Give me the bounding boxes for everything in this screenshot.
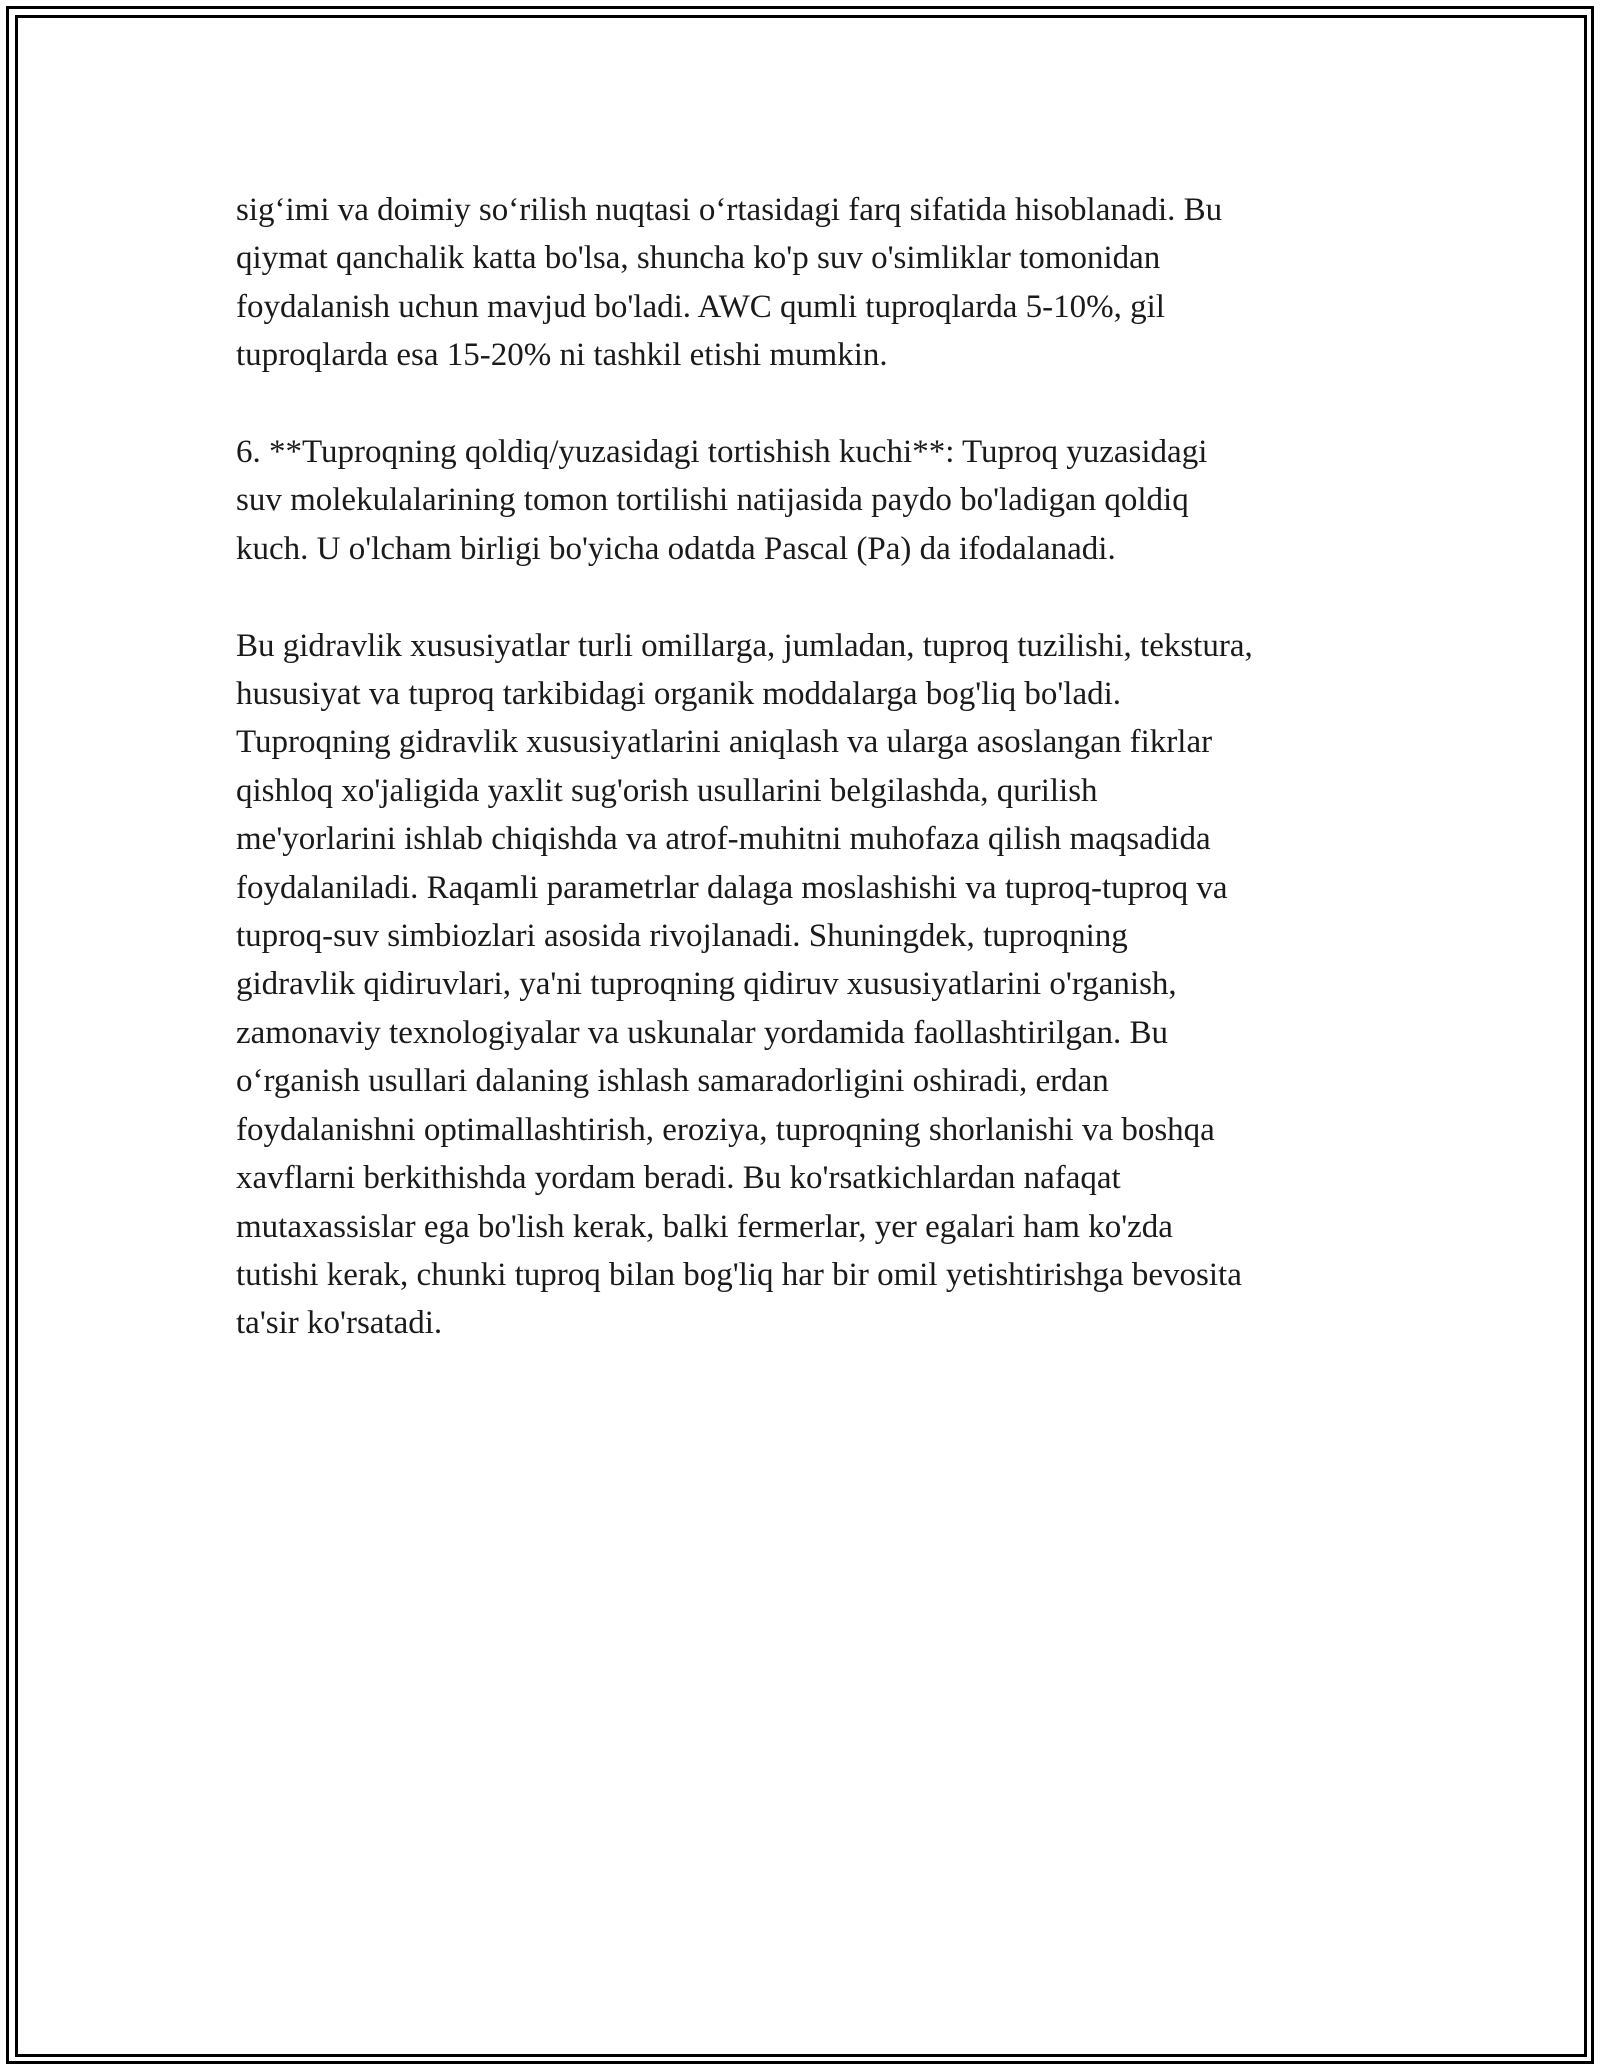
- text-line: xavflarni berkithishda yordam beradi. Bu ko'rsatkichlardan nafaqat: [236, 1160, 1121, 1197]
- text-line: foydalanish uchun mavjud bo'ladi. AWC qumli tuproqlarda 5-10%, gil: [236, 288, 1165, 325]
- text-line: o‘rganish usullari dalaning ishlash samaradorligini oshiradi, erdan: [236, 1063, 1109, 1100]
- text-line: tutishi kerak, chunki tuproq bilan bog'liq har bir omil yetishtirishga bevosita: [236, 1256, 1242, 1293]
- text-line: me'yorlarini ishlab chiqishda va atrof-muhitni muhofaza qilish maqsadida: [236, 821, 1211, 858]
- text-line: qishloq xo'jaligida yaxlit sug'orish usullarini belgilashda, qurilish: [236, 772, 1098, 809]
- text-line: zamonaviy texnologiyalar va uskunalar yordamida faollashtirilgan. Bu: [236, 1014, 1168, 1051]
- paragraph-awc: [236, 186, 1376, 380]
- text-line: ta'sir ko'rsatadi.: [236, 1305, 443, 1342]
- text-line: foydalanishni optimallashtirish, eroziya, tuproqning shorlanishi va boshqa: [236, 1111, 1215, 1148]
- text-line: Tuproqning gidravlik xususiyatlarini aniqlash va ularga asoslangan fikrlar: [236, 724, 1213, 761]
- text-line: tuproqlarda esa 15-20% ni tashkil etishi mumkin.: [236, 337, 888, 374]
- text-line: Bu gidravlik xususiyatlar turli omillarga, jumladan, tuproq tuzilishi, tekstura,: [236, 627, 1253, 664]
- paragraph-summary: [236, 622, 1376, 1348]
- text-line: qiymat qanchalik katta bo'lsa, shuncha ko'p suv o'simliklar tomonidan: [236, 240, 1161, 277]
- text-line: 6. **Tuproqning qoldiq/yuzasidagi tortishish kuchi**: Tuproq yuzasidagi: [236, 434, 1208, 471]
- text-line: sig‘imi va doimiy so‘rilish nuqtasi o‘rtasidagi farq sifatida hisoblanadi. Bu: [236, 192, 1223, 228]
- text-line: hususiyat va tuproq tarkibidagi organik moddalarga bog'liq bo'ladi.: [236, 676, 1122, 713]
- text-line: gidravlik qidiruvlari, ya'ni tuproqning qidiruv xususiyatlarini o'rganish,: [236, 966, 1177, 1003]
- text-line: tuproq-suv simbiozlari asosida rivojlanadi. Shuningdek, tuproqning: [236, 918, 1128, 955]
- text-line: kuch. U o'lcham birligi bo'yicha odatda Pascal (Pa) da ifodalanadi.: [236, 530, 1116, 567]
- text-line: foydalaniladi. Raqamli parametrlar dalaga moslashishi va tuproq-tuproq va: [236, 869, 1228, 906]
- document-body: [236, 186, 1376, 1396]
- text-line: suv molekulalarining tomon tortilishi natijasida paydo bo'ladigan qoldiq: [236, 482, 1189, 519]
- paragraph-item-6: [236, 428, 1376, 573]
- text-line: mutaxassislar ega bo'lish kerak, balki fermerlar, yer egalari ham ko'zda: [236, 1208, 1173, 1245]
